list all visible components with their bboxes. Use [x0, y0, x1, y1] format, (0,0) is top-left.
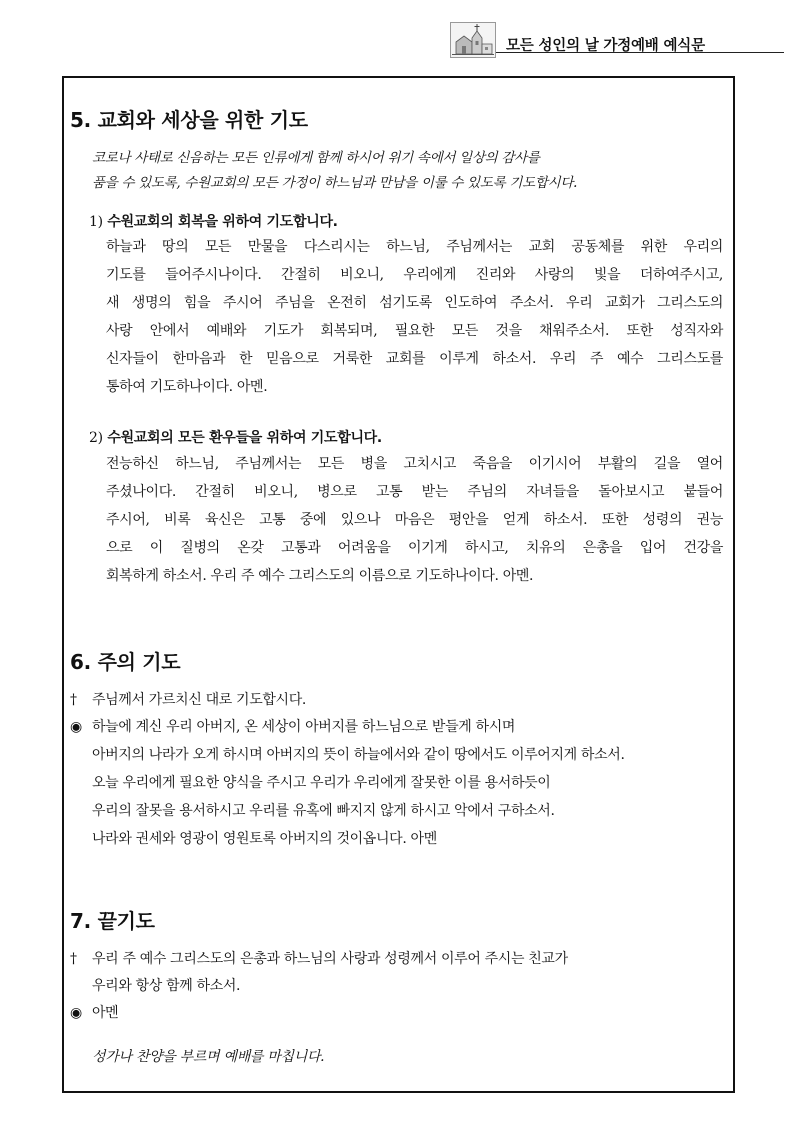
bullseye-icon: ◉: [70, 1005, 82, 1021]
people-line: [70, 1002, 118, 1022]
bullseye-icon: ◉: [70, 719, 82, 735]
people-text: 하늘에 계신 우리 아버지, 온 세상이 아버지를 하느님으로 받들게 하시며: [92, 719, 516, 735]
prayer-1-line: 사랑 안에서 예배와 기도가 회복되며, 필요한 모든 것을 채워주소서. 또한 성직자와: [106, 323, 723, 339]
section-5-heading: 5. 교회와 세상을 위한 기도: [70, 108, 308, 132]
prayer-1-line: 기도를 들어주시나이다. 간절히 비오니, 우리에게 진리와 사랑의 빛을 더하여주시고,: [106, 267, 723, 283]
people-line: 아버지의 나라가 오게 하시며 아버지의 뜻이 하늘에서와 같이 땅에서도 이루어지게 하소서.: [92, 747, 625, 763]
section-6-heading: 6. 주의 기도: [70, 650, 181, 674]
people-line: 우리의 잘못을 용서하시고 우리를 유혹에 빠지지 않게 하시고 악에서 구하소서.: [92, 803, 555, 819]
prayer-1-number: 1): [89, 214, 103, 230]
leader-line: 우리와 항상 함께 하소서.: [92, 978, 241, 994]
prayer-1-line: 통하여 기도하나이다. 아멘.: [106, 379, 268, 395]
prayer-2-line: 으로 이 질병의 온갖 고통과 어려움을 이기게 하시고, 치유의 은총을 입어 건강을: [106, 540, 723, 556]
prayer-1-line: 새 생명의 힘을 주시어 주님을 온전히 섬기도록 인도하여 주소서. 우리 교회가 그리스도의: [106, 295, 723, 311]
page-header: [450, 22, 750, 62]
people-text: 아멘: [92, 1005, 119, 1021]
people-line: 오늘 우리에게 필요한 양식을 주시고 우리가 우리에게 잘못한 이를 용서하듯이: [92, 775, 551, 791]
church-icon: [450, 22, 496, 58]
dagger-icon: †: [70, 951, 77, 967]
prayer-1-title: [89, 211, 338, 231]
closing-rubric: 성가나 찬양을 부르며 예배를 마칩니다.: [92, 1049, 325, 1065]
prayer-2-number: 2): [89, 430, 103, 446]
leader-text: 우리 주 예수 그리스도의 은총과 하느님의 사랑과 성령께서 이루어 주시는 친교가: [92, 951, 568, 967]
header-divider: [496, 52, 784, 53]
section-5-intro-line-1: 코로나 사태로 신음하는 모든 인류에게 함께 하시어 위기 속에서 일상의 감사를: [92, 150, 540, 166]
prayer-1-line: 하늘과 땅의 모든 만물을 다스리시는 하느님, 주님께서는 교회 공동체를 위한 우리의: [106, 239, 723, 255]
prayer-2-line: 전능하신 하느님, 주님께서는 모든 병을 고치시고 죽음을 이기시어 부활의 길을 열어: [106, 456, 723, 472]
prayer-2-title-text: 수원교회의 모든 환우들을 위하여 기도합니다.: [107, 430, 382, 446]
prayer-2-title: [89, 427, 382, 447]
people-line: 나라와 권세와 영광이 영원토록 아버지의 것이옵니다. 아멘: [92, 831, 437, 847]
section-7-heading: 7. 끝기도: [70, 909, 155, 933]
leader-text: 주님께서 가르치신 대로 기도합시다.: [92, 692, 307, 708]
leader-line: [70, 689, 306, 709]
dagger-icon: †: [70, 692, 77, 708]
document-title: 모든 성인의 날 가정예배 예식문: [506, 38, 705, 54]
section-5-intro-line-2: 품을 수 있도록, 수원교회의 모든 가정이 하느님과 만남을 이룰 수 있도록 기도합시다.: [92, 175, 578, 191]
prayer-2-line: 회복하게 하소서. 우리 주 예수 그리스도의 이름으로 기도하나이다. 아멘.: [106, 568, 534, 584]
prayer-2-line: 주셨나이다. 간절히 비오니, 병으로 고통 받는 주님의 자녀들을 돌아보시고 붙들어: [106, 484, 723, 500]
prayer-1-line: 신자들이 한마음과 한 믿음으로 거룩한 교회를 이루게 하소서. 우리 주 예수 그리스도를: [106, 351, 723, 367]
prayer-1-title-text: 수원교회의 회복을 위하여 기도합니다.: [107, 214, 338, 230]
leader-line: [70, 948, 568, 968]
people-line: [70, 716, 515, 736]
prayer-2-line: 주시어, 비록 육신은 고통 중에 있으나 마음은 평안을 얻게 하소서. 또한 성령의 권능: [106, 512, 723, 528]
